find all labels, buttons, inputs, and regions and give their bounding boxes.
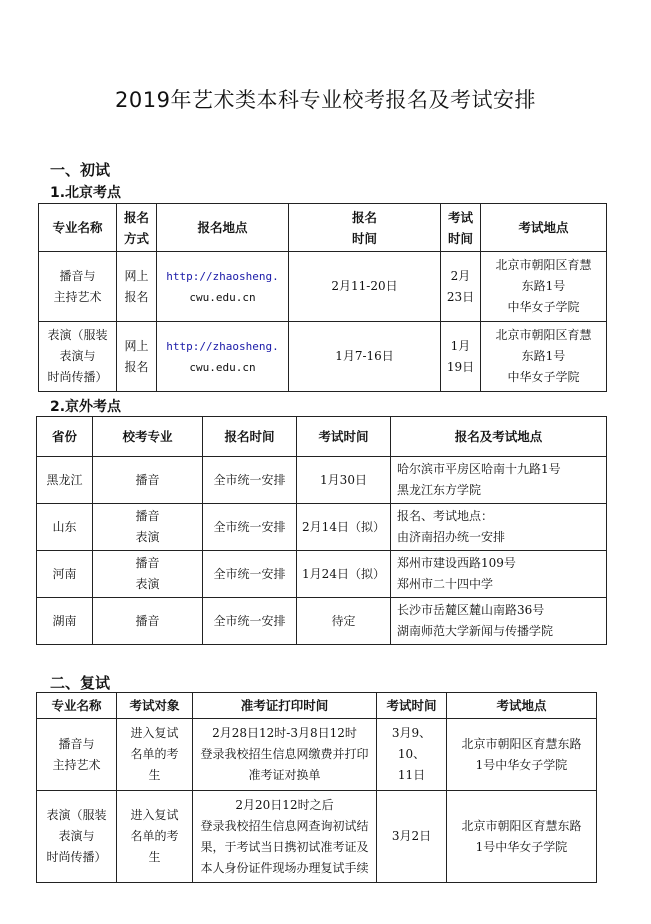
col-header-reg-time: 报名 时间 [289,204,441,252]
col-header-place: 考试地点 [447,693,597,719]
table-header-row [37,417,607,457]
col-header-print-time: 准考证打印时间 [193,693,377,719]
table-row [37,504,607,551]
table-row [37,598,607,645]
exam-place-cell: 北京市朝阳区育慧 东路1号 中华女子学院 [481,322,607,392]
beijing-table [38,203,607,392]
exam-time-cell: 2月14日（拟） [297,504,391,551]
major-cell: 播音 [93,457,203,504]
col-header-place: 报名地点 [157,204,289,252]
place-cell: 报名、考试地点： 由济南招办统一安排 [391,504,607,551]
subsection-heading-outside: 2.京外考点 [50,399,122,415]
reg-time-cell: 2月11-20日 [289,252,441,322]
exam-time-cell: 2月 23日 [441,252,481,322]
registration-url-link[interactable]: http://zhaosheng. cwu.edu.cn [157,252,289,322]
major-cell: 表演（服装 表演与 时尚传播） [39,322,117,392]
table-row [39,252,607,322]
section-heading-retest: 二、复试 [50,674,111,692]
table-row [37,791,597,883]
major-cell: 播音与 主持艺术 [39,252,117,322]
major-cell: 播音 表演 [93,504,203,551]
province-cell: 黑龙江 [37,457,93,504]
col-header-exam-time: 考试时间 [377,693,447,719]
registration-url-link[interactable]: http://zhaosheng. cwu.edu.cn [157,322,289,392]
col-header-province: 省份 [37,417,93,457]
exam-place-cell: 北京市朝阳区育慧 东路1号 中华女子学院 [481,252,607,322]
col-header-exam-place: 考试地点 [481,204,607,252]
col-header-method: 报名 方式 [117,204,157,252]
col-header-reg-time: 报名时间 [203,417,297,457]
method-cell: 网上 报名 [117,252,157,322]
major-cell: 播音 表演 [93,551,203,598]
col-header-major: 专业名称 [39,204,117,252]
province-cell: 山东 [37,504,93,551]
table-header-row [37,693,597,719]
print-time-cell: 2月20日12时之后 登录我校招生信息网查询初试结 果，于考试当日携初试准考证及 本人身份证件现场办理复试手续 [193,791,377,883]
exam-time-cell: 3月2日 [377,791,447,883]
place-cell: 北京市朝阳区育慧东路 1号中华女子学院 [447,719,597,791]
table-header-row [39,204,607,252]
exam-time-cell: 1月24日（拟） [297,551,391,598]
place-cell: 哈尔滨市平房区哈南十九路1号 黑龙江东方学院 [391,457,607,504]
target-cell: 进入复试 名单的考 生 [117,719,193,791]
exam-time-cell: 3月9、10、 11日 [377,719,447,791]
col-header-major: 校考专业 [93,417,203,457]
table-row [37,457,607,504]
col-header-target: 考试对象 [117,693,193,719]
reg-time-cell: 全市统一安排 [203,457,297,504]
exam-time-cell: 待定 [297,598,391,645]
major-cell: 表演（服装 表演与 时尚传播） [37,791,117,883]
reg-time-cell: 1月7-16日 [289,322,441,392]
reg-time-cell: 全市统一安排 [203,598,297,645]
exam-time-cell: 1月30日 [297,457,391,504]
method-cell: 网上 报名 [117,322,157,392]
retest-table [36,692,597,883]
col-header-exam-time: 考试 时间 [441,204,481,252]
table-row [37,551,607,598]
place-cell: 北京市朝阳区育慧东路 1号中华女子学院 [447,791,597,883]
reg-time-cell: 全市统一安排 [203,504,297,551]
col-header-place: 报名及考试地点 [391,417,607,457]
exam-time-cell: 1月 19日 [441,322,481,392]
outside-beijing-table [36,416,607,645]
col-header-exam-time: 考试时间 [297,417,391,457]
major-cell: 播音与 主持艺术 [37,719,117,791]
place-cell: 郑州市建设西路109号 郑州市二十四中学 [391,551,607,598]
section-heading-preliminary: 一、初试 [50,161,111,179]
reg-time-cell: 全市统一安排 [203,551,297,598]
col-header-major: 专业名称 [37,693,117,719]
major-cell: 播音 [93,598,203,645]
page-title: 2019年艺术类本科专业校考报名及考试安排 [115,88,536,112]
province-cell: 湖南 [37,598,93,645]
province-cell: 河南 [37,551,93,598]
print-time-cell: 2月28日12时-3月8日12时 登录我校招生信息网缴费并打印 准考证对换单 [193,719,377,791]
place-cell: 长沙市岳麓区麓山南路36号 湖南师范大学新闻与传播学院 [391,598,607,645]
target-cell: 进入复试 名单的考 生 [117,791,193,883]
table-row [39,322,607,392]
table-row [37,719,597,791]
subsection-heading-beijing: 1.北京考点 [50,185,122,201]
